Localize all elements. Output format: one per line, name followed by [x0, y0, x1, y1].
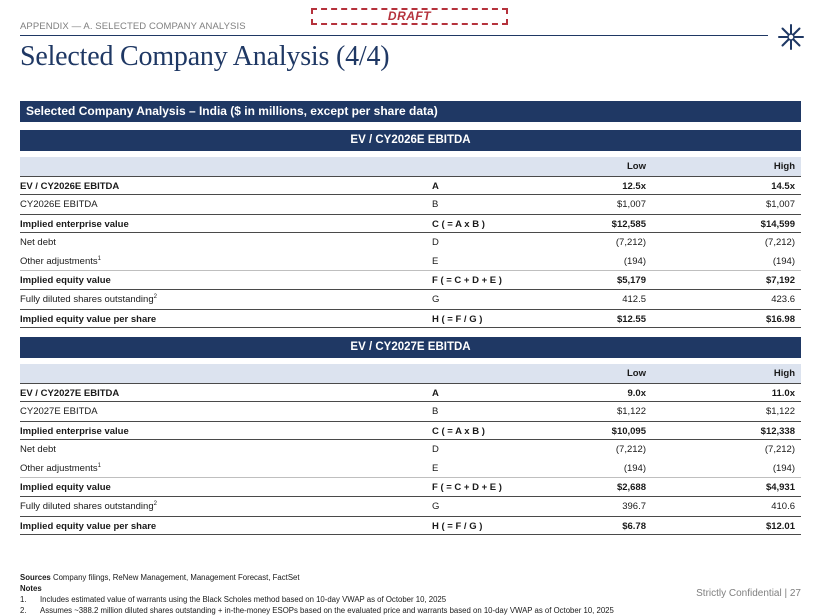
- footnote: 1. Includes estimated value of warrants using the Black Scholes method based on 10-day VWAP as of October 10, 2025: [20, 595, 447, 604]
- table-row: [20, 290, 801, 309]
- row-high-value: $1,122: [765, 406, 795, 417]
- row-low-value: 9.0x: [627, 388, 646, 399]
- row-low-value: (194): [623, 463, 646, 474]
- row-low-value: 412.5: [622, 294, 646, 305]
- row-high-value: $4,931: [765, 482, 795, 493]
- block-header: EV / CY2026E EBITDA: [20, 130, 801, 151]
- table-row: [20, 195, 801, 214]
- draft-stamp: DRAFT: [311, 8, 508, 25]
- row-formula: G: [432, 294, 440, 305]
- row-low-value: $10,095: [611, 426, 646, 437]
- table-row: [20, 402, 801, 421]
- table-row: [20, 309, 801, 328]
- sources-text: Company filings, ReNew Management, Management Forecast, FactSet: [52, 573, 300, 582]
- row-high-value: $14,599: [760, 219, 795, 230]
- row-formula: E: [432, 256, 439, 267]
- row-label: EV / CY2026E EBITDA: [20, 181, 120, 192]
- row-high-value: (7,212): [764, 444, 795, 455]
- column-header-row: [20, 364, 801, 383]
- row-formula: H ( = F / G ): [432, 521, 483, 532]
- table-row: [20, 252, 801, 271]
- footnote-ref: 1: [97, 255, 101, 262]
- table-row: [20, 421, 801, 440]
- valuation-block-2026: [20, 130, 801, 328]
- footnote: 2. Assumes ~388.2 million diluted shares outstanding + in-the-money ESOPs based on the evaluated price and warrants based on 10-day VWAP as of October 10, 2025: [20, 606, 614, 615]
- row-low-value: $6.78: [622, 521, 646, 532]
- table-row: [20, 233, 801, 252]
- table-row: [20, 176, 801, 195]
- row-label: Implied equity value per share: [20, 314, 157, 325]
- row-high-value: (194): [772, 256, 795, 267]
- row-high-value: 14.5x: [771, 181, 795, 192]
- row-high-value: $16.98: [765, 314, 795, 325]
- row-formula: C ( = A x B ): [432, 219, 485, 230]
- row-formula: D: [432, 444, 439, 455]
- row-formula: F ( = C + D + E ): [432, 275, 502, 286]
- footnote-ref: 1: [97, 462, 101, 469]
- row-high-value: 423.6: [771, 294, 795, 305]
- footnote-ref: 2: [153, 500, 157, 507]
- row-low-value: $5,179: [616, 275, 646, 286]
- block-header: EV / CY2027E EBITDA: [20, 337, 801, 358]
- row-low-value: $1,007: [616, 199, 646, 210]
- header-rule: [20, 35, 768, 36]
- row-high-value: (7,212): [764, 237, 795, 248]
- row-low-value: $1,122: [616, 406, 646, 417]
- row-label: Net debt: [20, 237, 56, 248]
- row-formula: E: [432, 463, 439, 474]
- col-high-header: High: [773, 368, 795, 379]
- table-row: [20, 440, 801, 459]
- confidentiality-label: Strictly Confidential | 27: [696, 588, 801, 599]
- table-row: [20, 459, 801, 478]
- row-label: Net debt: [20, 444, 56, 455]
- row-label: Fully diluted shares outstanding$^2$: [20, 293, 157, 305]
- row-label: CY2026E EBITDA: [20, 199, 98, 210]
- row-label: CY2027E EBITDA: [20, 406, 98, 417]
- row-high-value: $12,338: [760, 426, 795, 437]
- page-title: Selected Company Analysis (4/4): [20, 41, 390, 72]
- row-formula: F ( = C + D + E ): [432, 482, 502, 493]
- row-low-value: $12.55: [616, 314, 646, 325]
- row-label: Other adjustments$^1$: [20, 462, 101, 474]
- table-row: [20, 497, 801, 516]
- table-row: [20, 271, 801, 290]
- row-high-value: $7,192: [765, 275, 795, 286]
- col-low-header: Low: [627, 368, 646, 379]
- row-low-value: $12,585: [611, 219, 646, 230]
- row-label: Other adjustments$^1$: [20, 255, 101, 267]
- row-formula: C ( = A x B ): [432, 426, 485, 437]
- breadcrumb: APPENDIX — A. SELECTED COMPANY ANALYSIS: [20, 21, 246, 32]
- row-label: Implied enterprise value: [20, 426, 129, 437]
- table-row: [20, 383, 801, 402]
- row-high-value: $12.01: [765, 521, 795, 532]
- footer-notes: [20, 572, 614, 615]
- notes-label: Notes: [20, 584, 42, 593]
- section-title-bar: Selected Company Analysis – India ($ in millions, except per share data): [20, 101, 801, 122]
- row-low-value: (194): [623, 256, 646, 267]
- row-label: Fully diluted shares outstanding$^2$: [20, 500, 157, 512]
- row-high-value: (194): [772, 463, 795, 474]
- row-label: Implied equity value: [20, 482, 111, 493]
- row-formula: D: [432, 237, 439, 248]
- col-low-header: Low: [627, 161, 646, 172]
- row-label: Implied enterprise value: [20, 219, 129, 230]
- col-high-header: High: [773, 161, 795, 172]
- row-high-value: $1,007: [765, 199, 795, 210]
- row-formula: A: [432, 181, 439, 192]
- row-low-value: (7,212): [615, 237, 646, 248]
- row-label: Implied equity value: [20, 275, 111, 286]
- footnote-ref: 2: [153, 293, 157, 300]
- row-formula: A: [432, 388, 439, 399]
- column-header-row: [20, 157, 801, 176]
- row-label: EV / CY2027E EBITDA: [20, 388, 120, 399]
- row-formula: H ( = F / G ): [432, 314, 483, 325]
- row-low-value: $2,688: [616, 482, 646, 493]
- row-formula: B: [432, 199, 439, 210]
- table-row: [20, 214, 801, 233]
- valuation-block-2027: [20, 337, 801, 535]
- row-formula: B: [432, 406, 439, 417]
- row-high-value: 410.6: [771, 501, 795, 512]
- logo-icon: [776, 22, 806, 52]
- table-row: [20, 478, 801, 497]
- sources-label: Sources: [20, 573, 51, 582]
- row-low-value: (7,212): [615, 444, 646, 455]
- table-row: [20, 516, 801, 535]
- row-label: Implied equity value per share: [20, 521, 157, 532]
- row-high-value: 11.0x: [771, 388, 795, 399]
- row-formula: G: [432, 501, 440, 512]
- row-low-value: 396.7: [622, 501, 646, 512]
- row-low-value: 12.5x: [622, 181, 646, 192]
